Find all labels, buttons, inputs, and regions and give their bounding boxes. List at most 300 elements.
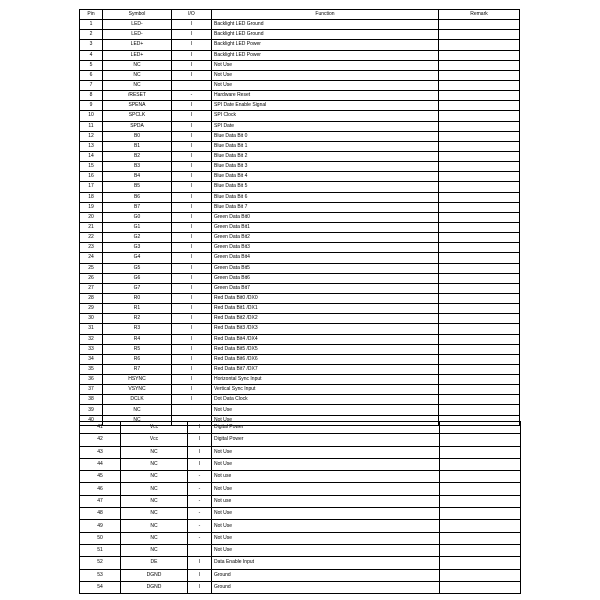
io-cell: I bbox=[188, 557, 212, 569]
table-row bbox=[80, 293, 520, 303]
symbol-cell: G7 bbox=[103, 283, 172, 293]
function-cell: Blue Data Bit 0 bbox=[212, 131, 439, 141]
pin-cell: 31 bbox=[80, 324, 103, 334]
remark-cell bbox=[439, 30, 520, 40]
symbol-cell: NC bbox=[121, 544, 188, 556]
table-row bbox=[80, 422, 521, 434]
function-cell: Ground bbox=[212, 581, 440, 593]
remark-cell bbox=[439, 121, 520, 131]
io-cell: I bbox=[172, 233, 212, 243]
remark-cell bbox=[439, 283, 520, 293]
remark-cell bbox=[440, 446, 521, 458]
function-cell: Not Use bbox=[212, 483, 440, 495]
io-cell: I bbox=[172, 40, 212, 50]
header-remark: Remark bbox=[439, 10, 520, 20]
pin-cell: 14 bbox=[80, 151, 103, 161]
remark-cell bbox=[439, 101, 520, 111]
function-cell: Backlight LED Power bbox=[212, 50, 439, 60]
remark-cell bbox=[440, 495, 521, 507]
io-cell: I bbox=[172, 283, 212, 293]
function-cell: Not use bbox=[212, 495, 440, 507]
io-cell: I bbox=[188, 581, 212, 593]
remark-cell bbox=[439, 202, 520, 212]
function-cell: Not Use bbox=[212, 60, 439, 70]
pin-cell: 49 bbox=[80, 520, 121, 532]
pin-cell: 35 bbox=[80, 364, 103, 374]
function-cell: Not Use bbox=[212, 80, 439, 90]
pin-cell: 38 bbox=[80, 395, 103, 405]
remark-cell bbox=[439, 293, 520, 303]
table-row bbox=[80, 80, 520, 90]
table-row bbox=[80, 192, 520, 202]
symbol-cell: G1 bbox=[103, 222, 172, 232]
function-cell: Not use bbox=[212, 471, 440, 483]
io-cell: I bbox=[172, 111, 212, 121]
remark-cell bbox=[439, 40, 520, 50]
io-cell: I bbox=[172, 192, 212, 202]
table-row bbox=[80, 162, 520, 172]
pin-cell: 32 bbox=[80, 334, 103, 344]
symbol-cell: G2 bbox=[103, 233, 172, 243]
pin-cell: 7 bbox=[80, 80, 103, 90]
pin-cell: 42 bbox=[80, 434, 121, 446]
table-row bbox=[80, 544, 521, 556]
table-row bbox=[80, 532, 521, 544]
pin-cell: 28 bbox=[80, 293, 103, 303]
table-row bbox=[80, 557, 521, 569]
symbol-cell: DE bbox=[121, 557, 188, 569]
remark-cell bbox=[439, 385, 520, 395]
pin-cell: 39 bbox=[80, 405, 103, 415]
function-cell: Vertical Sync Input bbox=[212, 385, 439, 395]
symbol-cell: NC bbox=[121, 458, 188, 470]
remark-cell bbox=[439, 334, 520, 344]
pin-cell: 46 bbox=[80, 483, 121, 495]
symbol-cell: R6 bbox=[103, 354, 172, 364]
table-row bbox=[80, 483, 521, 495]
function-cell: SPI Clock bbox=[212, 111, 439, 121]
pin-table-bottom bbox=[79, 421, 521, 594]
pin-cell: 19 bbox=[80, 202, 103, 212]
symbol-cell: NC bbox=[103, 80, 172, 90]
function-cell: Green Data Bit4 bbox=[212, 253, 439, 263]
symbol-cell: LED- bbox=[103, 30, 172, 40]
remark-cell bbox=[439, 91, 520, 101]
table-row bbox=[80, 273, 520, 283]
table-row bbox=[80, 304, 520, 314]
symbol-cell: HSYNC bbox=[103, 375, 172, 385]
remark-cell bbox=[439, 111, 520, 121]
table-row bbox=[80, 131, 520, 141]
remark-cell bbox=[439, 364, 520, 374]
io-cell bbox=[172, 80, 212, 90]
function-cell: Red Data Bit2 /DX2 bbox=[212, 314, 439, 324]
io-cell: - bbox=[188, 471, 212, 483]
symbol-cell: NC bbox=[103, 405, 172, 415]
pin-table-top bbox=[79, 9, 520, 426]
symbol-cell: SPENA bbox=[103, 101, 172, 111]
remark-cell bbox=[439, 70, 520, 80]
remark-cell bbox=[439, 263, 520, 273]
symbol-cell: G4 bbox=[103, 253, 172, 263]
function-cell: SPI Date bbox=[212, 121, 439, 131]
io-cell: I bbox=[172, 375, 212, 385]
symbol-cell: R1 bbox=[103, 304, 172, 314]
symbol-cell: DGND bbox=[121, 569, 188, 581]
remark-cell bbox=[439, 314, 520, 324]
io-cell: I bbox=[172, 212, 212, 222]
pin-cell: 21 bbox=[80, 222, 103, 232]
table-row bbox=[80, 20, 520, 30]
remark-cell bbox=[439, 354, 520, 364]
table-row bbox=[80, 182, 520, 192]
pin-cell: 17 bbox=[80, 182, 103, 192]
symbol-cell: DCLK bbox=[103, 395, 172, 405]
remark-cell bbox=[440, 508, 521, 520]
io-cell: I bbox=[172, 334, 212, 344]
header-io: I/O bbox=[172, 10, 212, 20]
table-row bbox=[80, 141, 520, 151]
symbol-cell: B1 bbox=[103, 141, 172, 151]
io-cell: I bbox=[172, 30, 212, 40]
table-row bbox=[80, 202, 520, 212]
table-row bbox=[80, 364, 520, 374]
io-cell bbox=[172, 405, 212, 415]
io-cell: I bbox=[172, 293, 212, 303]
pin-cell: 43 bbox=[80, 446, 121, 458]
pin-cell: 34 bbox=[80, 354, 103, 364]
pin-cell: 36 bbox=[80, 375, 103, 385]
function-cell: Not Use bbox=[212, 405, 439, 415]
pin-cell: 12 bbox=[80, 131, 103, 141]
table-header-row bbox=[80, 10, 520, 20]
io-cell: I bbox=[172, 202, 212, 212]
io-cell: I bbox=[172, 50, 212, 60]
pin-cell: 4 bbox=[80, 50, 103, 60]
symbol-cell: G3 bbox=[103, 243, 172, 253]
remark-cell bbox=[440, 544, 521, 556]
io-cell: I bbox=[172, 395, 212, 405]
table-row bbox=[80, 446, 521, 458]
symbol-cell: NC bbox=[103, 60, 172, 70]
table-row bbox=[80, 344, 520, 354]
table-row bbox=[80, 314, 520, 324]
table-row bbox=[80, 458, 521, 470]
remark-cell bbox=[439, 60, 520, 70]
pin-cell: 2 bbox=[80, 30, 103, 40]
remark-cell bbox=[439, 80, 520, 90]
pin-cell: 15 bbox=[80, 162, 103, 172]
table-row bbox=[80, 233, 520, 243]
function-cell: Not Use bbox=[212, 544, 440, 556]
io-cell: - bbox=[172, 91, 212, 101]
table-row bbox=[80, 334, 520, 344]
remark-cell bbox=[439, 324, 520, 334]
pin-cell: 6 bbox=[80, 70, 103, 80]
io-cell: - bbox=[188, 532, 212, 544]
io-cell: I bbox=[172, 70, 212, 80]
function-cell: Red Data Bit3 /DX3 bbox=[212, 324, 439, 334]
symbol-cell: LED- bbox=[103, 20, 172, 30]
function-cell: Not Use bbox=[212, 508, 440, 520]
table-row bbox=[80, 324, 520, 334]
table-row bbox=[80, 283, 520, 293]
pin-cell: 45 bbox=[80, 471, 121, 483]
function-cell: Blue Data Bit 3 bbox=[212, 162, 439, 172]
remark-cell bbox=[439, 243, 520, 253]
io-cell: I bbox=[172, 182, 212, 192]
io-cell: I bbox=[172, 324, 212, 334]
function-cell: Digital Power bbox=[212, 422, 440, 434]
io-cell: I bbox=[172, 364, 212, 374]
remark-cell bbox=[440, 471, 521, 483]
io-cell: I bbox=[172, 263, 212, 273]
pin-cell: 37 bbox=[80, 385, 103, 395]
io-cell: I bbox=[172, 354, 212, 364]
function-cell: Red Data Bit6 /DX6 bbox=[212, 354, 439, 364]
remark-cell bbox=[439, 405, 520, 415]
table-row bbox=[80, 172, 520, 182]
pin-cell: 22 bbox=[80, 233, 103, 243]
table-row bbox=[80, 405, 520, 415]
pin-cell: 41 bbox=[80, 422, 121, 434]
remark-cell bbox=[439, 131, 520, 141]
remark-cell bbox=[439, 304, 520, 314]
function-cell: Red Data Bit7 /DX7 bbox=[212, 364, 439, 374]
table-row bbox=[80, 434, 521, 446]
pin-cell: 16 bbox=[80, 172, 103, 182]
function-cell: Not Use bbox=[212, 532, 440, 544]
table-row bbox=[80, 253, 520, 263]
header-pin: Pin bbox=[80, 10, 103, 20]
symbol-cell: R5 bbox=[103, 344, 172, 354]
symbol-cell: NC bbox=[121, 483, 188, 495]
remark-cell bbox=[440, 581, 521, 593]
pin-cell: 51 bbox=[80, 544, 121, 556]
io-cell: I bbox=[172, 304, 212, 314]
table-row bbox=[80, 471, 521, 483]
table-row bbox=[80, 30, 520, 40]
table-row bbox=[80, 121, 520, 131]
io-cell: I bbox=[172, 385, 212, 395]
pin-cell: 47 bbox=[80, 495, 121, 507]
remark-cell bbox=[439, 375, 520, 385]
table-row bbox=[80, 50, 520, 60]
function-cell: Red Data Bit1 /DX1 bbox=[212, 304, 439, 314]
symbol-cell: SPDA bbox=[103, 121, 172, 131]
function-cell: Digital Power bbox=[212, 434, 440, 446]
remark-cell bbox=[439, 233, 520, 243]
io-cell: I bbox=[188, 422, 212, 434]
io-cell: I bbox=[172, 101, 212, 111]
io-cell: I bbox=[172, 344, 212, 354]
io-cell: I bbox=[172, 253, 212, 263]
io-cell: I bbox=[172, 172, 212, 182]
pin-cell: 53 bbox=[80, 569, 121, 581]
pin-cell: 9 bbox=[80, 101, 103, 111]
io-cell: - bbox=[188, 520, 212, 532]
remark-cell bbox=[439, 141, 520, 151]
io-cell: I bbox=[172, 131, 212, 141]
remark-cell bbox=[439, 172, 520, 182]
pin-cell: 50 bbox=[80, 532, 121, 544]
function-cell: Blue Data Bit 4 bbox=[212, 172, 439, 182]
symbol-cell: B0 bbox=[103, 131, 172, 141]
pin-cell: 48 bbox=[80, 508, 121, 520]
symbol-cell: R0 bbox=[103, 293, 172, 303]
symbol-cell: NC bbox=[103, 70, 172, 80]
function-cell: Not Use bbox=[212, 70, 439, 80]
remark-cell bbox=[440, 434, 521, 446]
io-cell: I bbox=[172, 222, 212, 232]
remark-cell bbox=[439, 20, 520, 30]
pin-cell: 44 bbox=[80, 458, 121, 470]
remark-cell bbox=[439, 253, 520, 263]
io-cell: - bbox=[188, 508, 212, 520]
function-cell: SPI Date Enable Signal bbox=[212, 101, 439, 111]
table-row bbox=[80, 385, 520, 395]
function-cell: Not Use bbox=[212, 458, 440, 470]
function-cell: Blue Data Bit 7 bbox=[212, 202, 439, 212]
symbol-cell: DGND bbox=[121, 581, 188, 593]
symbol-cell: NC bbox=[121, 471, 188, 483]
io-cell bbox=[188, 544, 212, 556]
remark-cell bbox=[439, 151, 520, 161]
function-cell: Green Data Bit0 bbox=[212, 212, 439, 222]
symbol-cell: LED+ bbox=[103, 50, 172, 60]
function-cell: Not Use bbox=[212, 520, 440, 532]
io-cell: I bbox=[188, 434, 212, 446]
pin-cell: 8 bbox=[80, 91, 103, 101]
header-symbol: Symbol bbox=[103, 10, 172, 20]
function-cell: Red Data Bit0 /DX0 bbox=[212, 293, 439, 303]
io-cell: I bbox=[172, 162, 212, 172]
pin-cell: 25 bbox=[80, 263, 103, 273]
remark-cell bbox=[440, 557, 521, 569]
remark-cell bbox=[439, 344, 520, 354]
function-cell: Blue Data Bit 5 bbox=[212, 182, 439, 192]
pin-cell: 29 bbox=[80, 304, 103, 314]
pin-cell: 18 bbox=[80, 192, 103, 202]
pin-cell: 3 bbox=[80, 40, 103, 50]
function-cell: Dot Data Clock bbox=[212, 395, 439, 405]
table-row bbox=[80, 243, 520, 253]
symbol-cell: NC bbox=[121, 446, 188, 458]
pin-cell: 10 bbox=[80, 111, 103, 121]
table-row bbox=[80, 111, 520, 121]
table-row bbox=[80, 222, 520, 232]
table-row bbox=[80, 569, 521, 581]
symbol-cell: R4 bbox=[103, 334, 172, 344]
pin-cell: 11 bbox=[80, 121, 103, 131]
table-row bbox=[80, 354, 520, 364]
table-row bbox=[80, 395, 520, 405]
remark-cell bbox=[439, 162, 520, 172]
remark-cell bbox=[439, 192, 520, 202]
symbol-cell: NC bbox=[121, 508, 188, 520]
symbol-cell: VSYNC bbox=[103, 385, 172, 395]
function-cell: Not Use bbox=[212, 415, 439, 425]
table-row bbox=[80, 495, 521, 507]
function-cell: Backlight LED Power bbox=[212, 40, 439, 50]
remark-cell bbox=[440, 422, 521, 434]
remark-cell bbox=[439, 395, 520, 405]
symbol-cell: NC bbox=[121, 520, 188, 532]
table-row bbox=[80, 581, 521, 593]
pin-cell: 27 bbox=[80, 283, 103, 293]
function-cell: Backlight LED Ground bbox=[212, 30, 439, 40]
pin-cell: 52 bbox=[80, 557, 121, 569]
table-row bbox=[80, 263, 520, 273]
symbol-cell: B4 bbox=[103, 172, 172, 182]
symbol-cell: /RESET bbox=[103, 91, 172, 101]
remark-cell bbox=[440, 483, 521, 495]
pin-cell: 20 bbox=[80, 212, 103, 222]
remark-cell bbox=[439, 212, 520, 222]
symbol-cell: B6 bbox=[103, 192, 172, 202]
io-cell: I bbox=[188, 458, 212, 470]
remark-cell bbox=[440, 532, 521, 544]
table-row bbox=[80, 375, 520, 385]
symbol-cell: NC bbox=[103, 415, 172, 425]
function-cell: Green Data Bit2 bbox=[212, 233, 439, 243]
table-row bbox=[80, 70, 520, 80]
io-cell: I bbox=[188, 569, 212, 581]
pin-cell: 1 bbox=[80, 20, 103, 30]
pin-cell: 33 bbox=[80, 344, 103, 354]
remark-cell bbox=[439, 222, 520, 232]
io-cell: I bbox=[172, 151, 212, 161]
function-cell: Not Use bbox=[212, 446, 440, 458]
pin-cell: 30 bbox=[80, 314, 103, 324]
io-cell: I bbox=[188, 446, 212, 458]
symbol-cell: G6 bbox=[103, 273, 172, 283]
function-cell: Green Data Bit6 bbox=[212, 273, 439, 283]
header-function: Function bbox=[212, 10, 439, 20]
function-cell: Green Data Bit1 bbox=[212, 222, 439, 232]
function-cell: Horizontal Sync Input bbox=[212, 375, 439, 385]
pin-cell: 5 bbox=[80, 60, 103, 70]
symbol-cell: LED+ bbox=[103, 40, 172, 50]
symbol-cell: SPCLK bbox=[103, 111, 172, 121]
symbol-cell: NC bbox=[121, 532, 188, 544]
function-cell: Green Data Bit7 bbox=[212, 283, 439, 293]
table-row bbox=[80, 212, 520, 222]
pin-cell: 26 bbox=[80, 273, 103, 283]
io-cell: I bbox=[172, 314, 212, 324]
table-row bbox=[80, 40, 520, 50]
symbol-cell: B5 bbox=[103, 182, 172, 192]
io-cell: I bbox=[172, 273, 212, 283]
symbol-cell: R3 bbox=[103, 324, 172, 334]
table-row bbox=[80, 101, 520, 111]
remark-cell bbox=[439, 182, 520, 192]
io-cell: I bbox=[172, 20, 212, 30]
function-cell: Hardware Reset bbox=[212, 91, 439, 101]
function-cell: Ground bbox=[212, 569, 440, 581]
function-cell: Blue Data Bit 1 bbox=[212, 141, 439, 151]
io-cell: I bbox=[172, 243, 212, 253]
function-cell: Red Data Bit4 /DX4 bbox=[212, 334, 439, 344]
remark-cell bbox=[439, 273, 520, 283]
symbol-cell: R2 bbox=[103, 314, 172, 324]
remark-cell bbox=[439, 50, 520, 60]
io-cell: I bbox=[172, 60, 212, 70]
remark-cell bbox=[440, 520, 521, 532]
table-row bbox=[80, 91, 520, 101]
function-cell: Blue Data Bit 6 bbox=[212, 192, 439, 202]
table-row bbox=[80, 151, 520, 161]
